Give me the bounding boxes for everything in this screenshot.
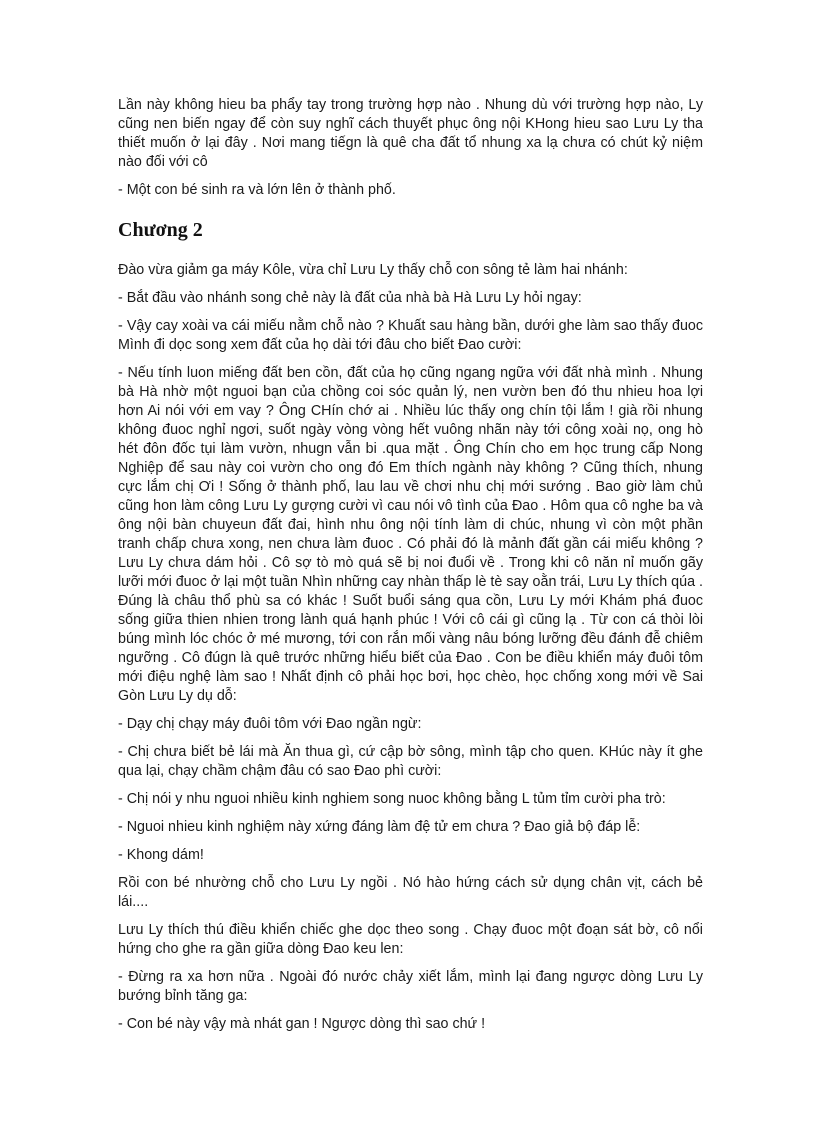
intro-paragraph-2: - Một con bé sinh ra và lớn lên ở thành phố. bbox=[118, 182, 396, 198]
intro-paragraph-1: Lần này không hieu ba phẩy tay trong trường hợp nào . Nhung dù với trường hợp nào, Ly cũng nen biến ngay để còn suy nghĩ cách thuyết phục ông nội KHong hieu sao Lưu Ly tha thiết muốn ở lại đây . Nơi mang tiếgn là quê cha đất tổ nhung xa lạ chưa có chút kỷ niệm nào đối với cô bbox=[118, 97, 703, 170]
chapter-paragraph-7: - Chị nói y nhu nguoi nhiều kinh nghiem song nuoc không bằng L tủm tỉm cười pha trò: bbox=[118, 791, 666, 807]
chapter-paragraph-1: Đào vừa giảm ga máy Kôle, vừa chỉ Lưu Ly thấy chỗ con sông tẻ làm hai nhánh: bbox=[118, 262, 628, 278]
chapter-paragraph-3: - Vậy cay xoài va cái miếu nằm chỗ nào ? Khuất sau hàng bần, dưới ghe làm sao thấy đuoc Mình đi dọc song xem đất của họ dài tới đâu cho biết Đao cười: bbox=[118, 318, 703, 353]
chapter-title: Chương 2 bbox=[118, 219, 203, 241]
chapter-paragraph-5: - Dạy chị chạy máy đuôi tôm với Đao ngần ngừ: bbox=[118, 716, 422, 732]
chapter-paragraph-8: - Nguoi nhieu kinh nghiệm này xứng đáng làm đệ tử em chưa ? Đao giả bộ đáp lễ: bbox=[118, 819, 641, 835]
chapter-paragraph-2: - Bắt đầu vào nhánh song chẻ này là đất của nhà bà Hà Lưu Ly hỏi ngay: bbox=[118, 290, 582, 306]
chapter-paragraph-9: - Khong dám! bbox=[118, 847, 204, 863]
chapter-paragraph-13: - Con bé này vậy mà nhát gan ! Ngược dòng thì sao chứ ! bbox=[118, 1016, 486, 1032]
chapter-paragraph-10: Rồi con bé nhường chỗ cho Lưu Ly ngồi . Nó hào hứng cách sử dụng chân vịt, cách bẻ lái.... bbox=[118, 875, 703, 910]
chapter-paragraph-6: - Chị chưa biết bẻ lái mà Ăn thua gì, cứ cập bờ sông, mình tập cho quen. KHúc này ít ghe qua lại, chạy chầm chậm đâu có sao Đao phì cười: bbox=[118, 744, 703, 779]
chapter-paragraph-12: - Đừng ra xa hơn nữa . Ngoài đó nước chảy xiết lắm, mình lại đang ngược dòng Lưu Ly bướng bỉnh tăng ga: bbox=[118, 969, 703, 1004]
chapter-paragraph-11: Lưu Ly thích thú điều khiển chiếc ghe dọc theo song . Chạy đuoc một đoạn sát bờ, cô nổi hứng cho ghe ra gần giữa dòng Đao keu len: bbox=[118, 922, 703, 957]
chapter-paragraph-4: - Nếu tính luon miếng đất ben cồn, đất của họ cũng ngang ngữa với đất nhà mình . Nhung bà Hà nhờ một nguoi bạn của chồng coi sóc quản lý, nen vườn ben đó thu nhieu hoa lợi hơn Ai nói với em vay ? Ông CHín chớ ai . Nhiều lúc thấy ong chín tội lắm ! già rồi nhung không đuoc nghỉ ngơi, suốt ngày vòng vòng hết vuông nhãn này tới công xoài nọ, ong hò hét đôn đốc tụi làm vườn, nhugn vẫn bi .qua mặt . Ông Chín cho em học trung cấp Nong Nghiệp để sau này coi vườn cho ong đó Em thích ngành này không ? Cũng thích, nhung cực lắm chị Ơi ! Sống ở thành phố, lau lau về chơi nhu chị mới sướng . Bao giờ làm chủ cũng hon làm công Lưu Ly gượng cười vì cau nói vô tình của Đao . Hôm qua cô nghe ba và ông nội bàn chuyeun đất đai, hình nhu ông nội tính làm di chúc, nhung vì còn một phần tranh chấp chưa xong, nen chưa làm đuoc . Có phải đó là mảnh đất gần cái miếu không ? Lưu Ly chưa dám hỏi . Cô sợ tò mò quá sẽ bị noi đuổi về . Trong khi cô năn nỉ muốn gãy lưỡi mới đuoc ở lại một tuần Nhìn những cay nhàn thấp lè tè say oằn trái, Lưu Ly thích qúa . Đúng là châu thổ phù sa có khác ! Suốt buổi sáng qua cồn, Lưu Ly mới Khám phá đuoc sống giữa thien nhien trong lành quá hạnh phúc ! Với cô cái gì cũng lạ . Từ con cá thòi lòi búng mình lóc chóc ở mé mương, tới con rắn mối vàng nâu bóng lưỡng đều đánh đễ chiêm ngưỡng . Cô đúgn là quê trước những hiểu biết của Đao . Con be điều khiển máy đuôi tôm mới điệu nghệ làm sao ! Nhất định cô phải học bơi, học chèo, học chống xong mới về Sai Gòn Lưu Ly dụ dỗ: bbox=[118, 365, 703, 704]
